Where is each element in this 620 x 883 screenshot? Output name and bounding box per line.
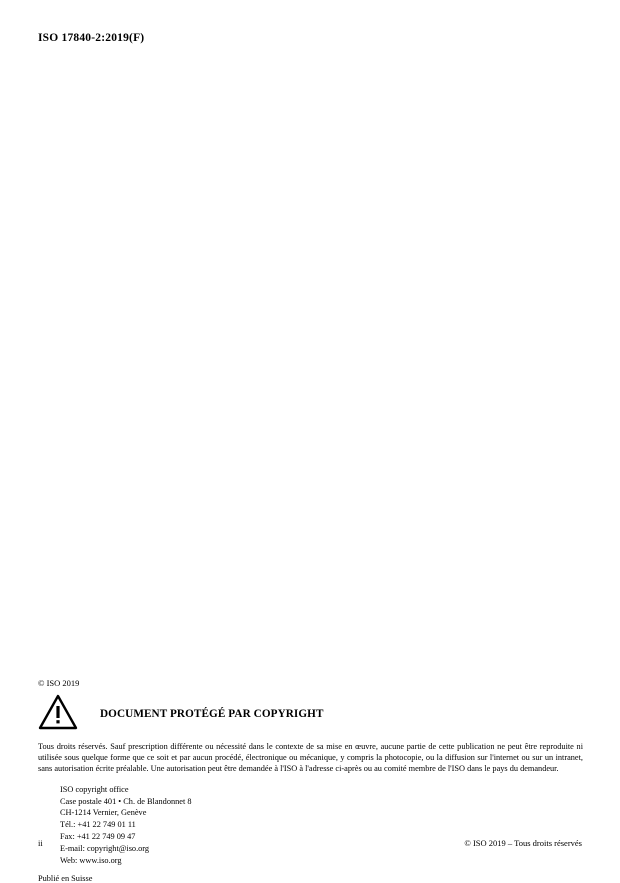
iso-copyright-address	[60, 784, 583, 866]
warning-triangle-icon	[38, 694, 78, 730]
published-in: Publié en Suisse	[38, 874, 93, 883]
address-line: Tél.: +41 22 749 01 11	[60, 820, 136, 830]
address-line: Fax: +41 22 749 09 47	[60, 831, 136, 841]
copyright-protected-title: DOCUMENT PROTÉGÉ PAR COPYRIGHT	[100, 708, 324, 720]
address-line-email: E-mail: copyright@iso.org	[60, 843, 150, 853]
copyright-notice: © ISO 2019	[38, 678, 80, 688]
copyright-block	[38, 678, 583, 883]
address-line-web: Web: www.iso.org	[60, 855, 122, 865]
page-footer	[38, 838, 582, 848]
page-title: ISO 17840-2:2019(F)	[38, 32, 145, 44]
address-line: ISO copyright office	[60, 784, 129, 794]
footer-copyright: © ISO 2019 – Tous droits réservés	[464, 838, 582, 848]
page-number: ii	[38, 838, 43, 848]
address-line: Case postale 401 • Ch. de Blandonnet 8	[60, 796, 192, 806]
copyright-legal-text: Tous droits réservés. Sauf prescription différente ou nécessité dans le contexte de sa mise en œuvre, aucune partie de cette publication ne peut être reproduite ni utilisée sous quelque forme que ce soit et par aucun procédé, électronique ou mécanique, y compris la photocopie, ou la diffusion sur l'internet ou sur un intranet, sans autorisation écrite préalable. Une autorisation peut être demandée à l'ISO à l'adresse ci-après ou au comité membre de l'ISO dans le pays du demandeur.	[38, 742, 583, 773]
address-line: CH-1214 Vernier, Genève	[60, 808, 147, 818]
copyright-heading-row	[38, 694, 583, 734]
